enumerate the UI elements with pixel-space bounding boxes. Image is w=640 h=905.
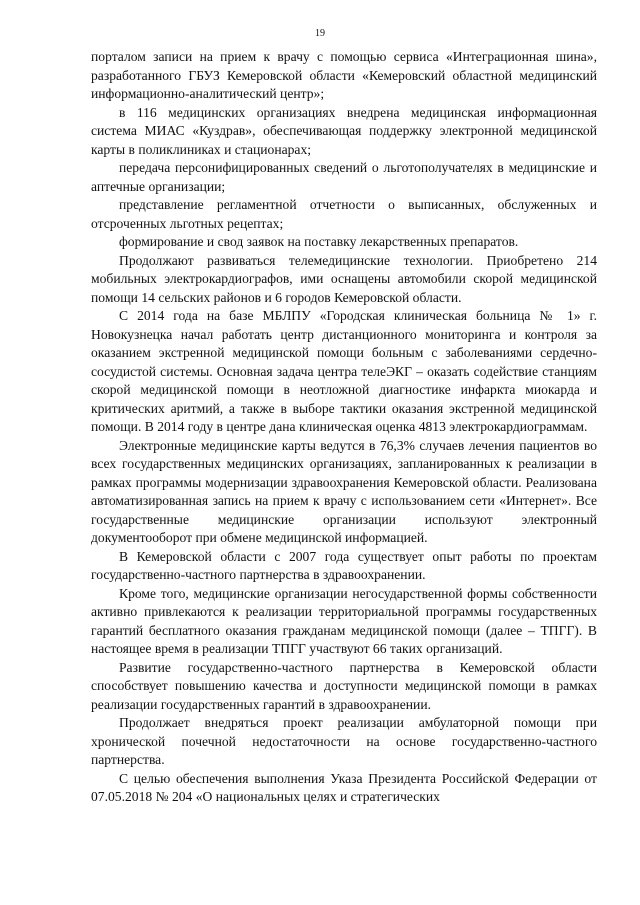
paragraph-11: Развитие государственно-частного партнерства в Кемеровской области способствует повышению качества и доступности медицинской помощи в рамках реализации государственных гарантий в здравоохранении. bbox=[91, 659, 597, 712]
page-number: 19 bbox=[315, 28, 325, 39]
paragraph-1: порталом записи на прием к врачу с помощью сервиса «Интеграционная шина», разработанного ГБУЗ Кемеровской области «Кемеровский областной медицинский информационно-аналитический центр»; bbox=[91, 49, 597, 101]
paragraph-9: В Кемеровской области с 2007 года существует опыт работы по проектам государственно-частного партнерства в здравоохранении. bbox=[91, 548, 597, 582]
paragraph-13: С целью обеспечения выполнения Указа Президента Российской Федерации от 07.05.2018 № 204 «О национальных целях и стратегических bbox=[91, 770, 597, 804]
paragraph-7: С 2014 года на базе МБЛПУ «Городская клиническая больница № 1» г. Новокузнецка начал работать центр дистанционного мониторинга и контроля за оказанием экстренной медицинской помощи больным с заболеваниями сердечно-сосудистой системы. Основная задача центра телеЭКГ – оказать содействие станциям скорой медицинской помощи в неотложной диагностике инфаркта миокарда и критических аритмий, а также в выборе тактики оказания экстренной медицинской помощи. В 2014 году в центре дана клиническая оценка 4813 электрокардиограммам. bbox=[91, 308, 597, 434]
paragraph-4: представление регламентной отчетности о выписанных, обслуженных и отсроченных льготных рецептах; bbox=[91, 197, 597, 231]
paragraph-8: Электронные медицинские карты ведутся в 76,3% случаев лечения пациентов во всех государственных медицинских организациях, запланированных к реализации в рамках программы модернизации здравоохранения Кемеровской области. Реализована автоматизированная запись на прием к врачу с использованием сети «Интернет». Все государственные медицинские организации используют электронный документооборот при обмене медицинской информацией. bbox=[91, 437, 597, 545]
body-text bbox=[91, 48, 597, 807]
paragraph-2: в 116 медицинских организациях внедрена медицинская информационная система МИАС «Куздрав», обеспечивающая поддержку электронной медицинской карты в поликлиниках и стационарах; bbox=[91, 104, 597, 157]
paragraph-3: передача персонифицированных сведений о льготополучателях в медицинские и аптечные организации; bbox=[91, 160, 597, 194]
paragraph-6: Продолжают развиваться телемедицинские технологии. Приобретено 214 мобильных электрокардиографов, ими оснащены автомобили скорой медицинской помощи 14 сельских районов и 6 городов Кемеровской области. bbox=[91, 252, 597, 305]
paragraph-10: Кроме того, медицинские организации негосударственной формы собственности активно привлекаются к реализации территориальной программы государственных гарантий бесплатного оказания гражданам медицинской помощи (далее – ТПГГ). В настоящее время в реализации ТПГГ участвуют 66 таких организаций. bbox=[91, 585, 597, 656]
paragraph-5: формирование и свод заявок на поставку лекарственных препаратов. bbox=[119, 234, 519, 249]
paragraph-12: Продолжает внедряться проект реализации амбулаторной помощи при хронической почечной недостаточности на основе государственно-частного партнерства. bbox=[91, 715, 597, 767]
